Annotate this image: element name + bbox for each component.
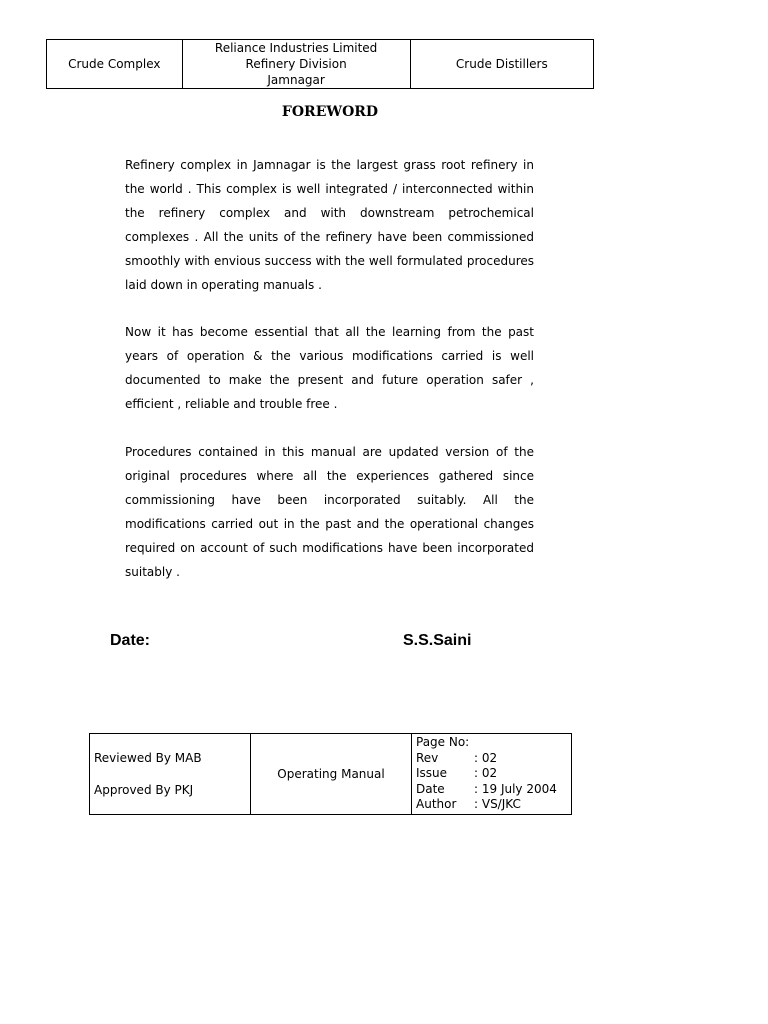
reviewed-by: Reviewed By MAB <box>94 751 202 765</box>
signatory-name: S.S.Saini <box>403 632 472 649</box>
paragraph-text: Now it has become essential that all the learning from the past years of operation & the various modifications carried is well documented to make the present and future operation safer , efficient , reliable and trouble free . <box>125 325 534 411</box>
rev-value: : 02 <box>474 750 498 765</box>
date-field-label: Date <box>416 781 445 796</box>
date-row <box>416 782 567 798</box>
header-division: Refinery Division <box>245 57 347 71</box>
author-row <box>416 797 567 813</box>
issue-label: Issue <box>416 766 448 781</box>
header-section-name: Crude Complex <box>47 40 183 89</box>
author-value: : VS/JKC <box>474 797 521 812</box>
footer-review-block <box>90 734 251 815</box>
header-location: Jamnagar <box>267 73 325 87</box>
header-unit-name: Crude Distillers <box>410 40 593 89</box>
document-footer <box>89 733 572 815</box>
footer-document-type: Operating Manual <box>251 734 412 815</box>
rev-row <box>416 751 567 767</box>
issue-value: : 02 <box>474 766 498 781</box>
header-company-block <box>182 40 410 89</box>
approved-by: Approved By PKJ <box>94 783 194 797</box>
page-title: FOREWORD <box>281 104 379 120</box>
author-label: Author <box>416 797 457 812</box>
header-company: Reliance Industries Limited <box>214 41 378 55</box>
rev-label: Rev <box>416 750 439 765</box>
issue-row <box>416 766 567 782</box>
paragraph-text: Refinery complex in Jamnagar is the largest grass root refinery in the world . This complex is well integrated / interconnected within the refinery complex and with downstream petrochemical complexes . All the units of the refinery have been commissioned smoothly with envious success with the well formulated procedures laid down in operating manuals . <box>125 158 534 292</box>
page-no-label: Page No: <box>416 735 470 750</box>
date-label: Date: <box>110 632 151 649</box>
foreword-paragraph-1 <box>125 153 534 297</box>
paragraph-text: Procedures contained in this manual are updated version of the original procedures where all the experiences gathered since commissioning have been incorporated suitably. All the modifications carried out in the past and the operational changes required on account of such modifications have been incorporated suitably . <box>125 445 534 579</box>
date-value: : 19 July 2004 <box>474 781 557 796</box>
foreword-paragraph-2 <box>125 320 534 416</box>
footer-meta-block <box>412 734 572 815</box>
document-header <box>46 39 594 89</box>
foreword-paragraph-3 <box>125 440 534 584</box>
